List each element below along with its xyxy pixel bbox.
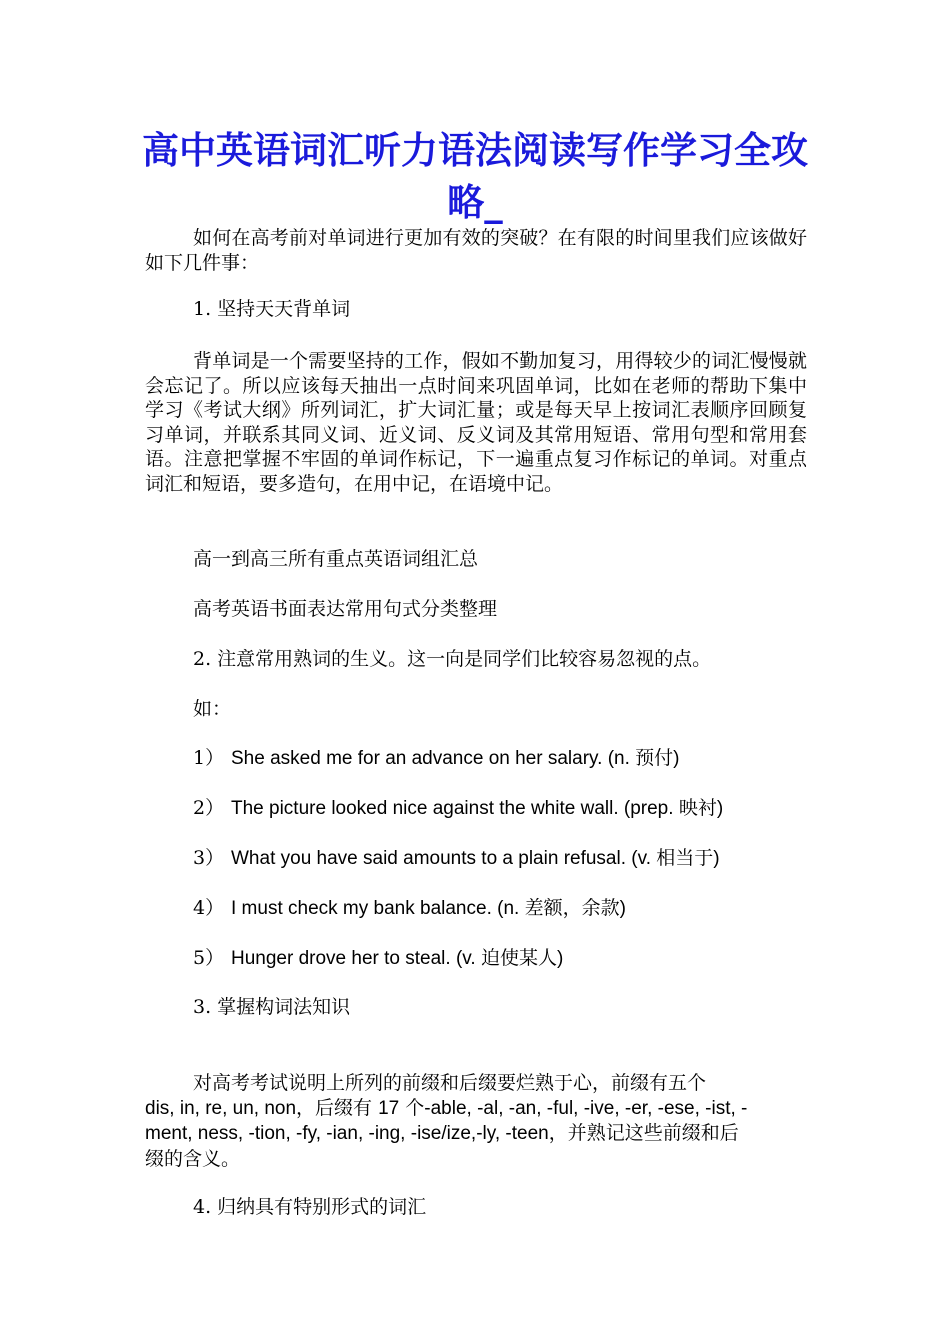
example-number: 5） (193, 947, 225, 969)
suffix-list: ment, ness, -tion, -fy, -ian, -ing, -ise/ize,-ly, -teen (145, 1123, 549, 1144)
affix-text: 个 (399, 1096, 425, 1119)
example-number: 4） (193, 897, 225, 919)
suffix-list: -able, -al, -an, -ful, -ive, -er, -ese, -ist, - (424, 1097, 748, 1119)
example-close: ) (716, 798, 724, 819)
section-heading-4: 4. 归纳具有特别形式的词汇 (193, 1196, 427, 1218)
link-writing-sentence-patterns: 高考英语书面表达常用句式分类整理 (193, 598, 498, 620)
example-item (193, 846, 807, 872)
example-sentence: What you have said amounts to a plain refusal. (v. (231, 848, 657, 869)
affix-line (145, 1121, 807, 1147)
example-number: 1） (193, 747, 225, 769)
section-heading-3: 3. 掌握构词法知识 (193, 996, 351, 1018)
example-meaning: 相当于 (656, 847, 714, 869)
example-sentence: She asked me for an advance on her salary. (n. (231, 748, 636, 769)
affix-line: 缀的含义。 (145, 1147, 241, 1170)
section-heading-2: 2. 注意常用熟词的生义。这一向是同学们比较容易忽视的点。 (193, 648, 712, 670)
example-sentence: The picture looked nice against the white wall. (prep. (231, 798, 679, 819)
example-close: ) (673, 748, 680, 769)
examples-label: 如： (193, 698, 232, 720)
document-title: 高中英语词汇听力语法阅读写作学习全攻略_ (142, 128, 808, 224)
example-number: 2） (193, 797, 225, 819)
link-phrase-summary: 高一到高三所有重点英语词组汇总 (193, 548, 479, 570)
section-heading-1: 1. 坚持天天背单词 (193, 298, 351, 320)
example-meaning: 预付 (635, 747, 674, 769)
intro-paragraph: 如何在高考前对单词进行更加有效的突破？在有限的时间里我们应该做好如下几件事： (145, 227, 807, 274)
example-close: ) (713, 848, 720, 869)
example-item (193, 746, 807, 772)
example-number: 3） (193, 847, 225, 869)
example-meaning: 差额，余款 (524, 897, 620, 919)
affix-line (145, 1096, 807, 1122)
example-sentence: Hunger drove her to steal. (v. (231, 948, 481, 969)
example-item (193, 796, 807, 822)
example-item (193, 946, 807, 972)
suffix-count: 17 (378, 1097, 400, 1119)
affix-text: ，并熟记这些前缀和后 (548, 1122, 739, 1144)
example-meaning: 映衬 (678, 797, 717, 819)
example-close: ) (619, 898, 626, 919)
example-sentence: I must check my bank balance. (n. (231, 898, 525, 919)
paragraph-daily-vocabulary: 背单词是一个需要坚持的工作，假如不勤加复习，用得较少的词汇慢慢就会忘记了。所以应该每天抽出一点时间来巩固单词，比如在老师的帮助下集中学习《考试大纲》所列词汇，扩大词汇量；或是每天早上按词汇表顺序回顾复习单词，并联系其同义词、近义词、反义词及其常用短语、常用句型和常用套语。注意把掌握不牢固的单词作标记，下一遍重点复习作标记的单词。对重点词汇和短语，要多造句，在用中记，在语境中记。 (145, 350, 807, 495)
prefix-list: dis, in, re, un, non (145, 1097, 297, 1119)
affix-text: ，后缀有 (296, 1096, 379, 1119)
affix-line: 对高考考试说明上所列的前缀和后缀要烂熟于心，前缀有五个 (193, 1072, 707, 1094)
example-item (193, 896, 807, 922)
example-meaning: 迫使某人 (480, 947, 557, 969)
example-close: ) (556, 948, 564, 969)
paragraph-affixes (145, 1071, 807, 1171)
